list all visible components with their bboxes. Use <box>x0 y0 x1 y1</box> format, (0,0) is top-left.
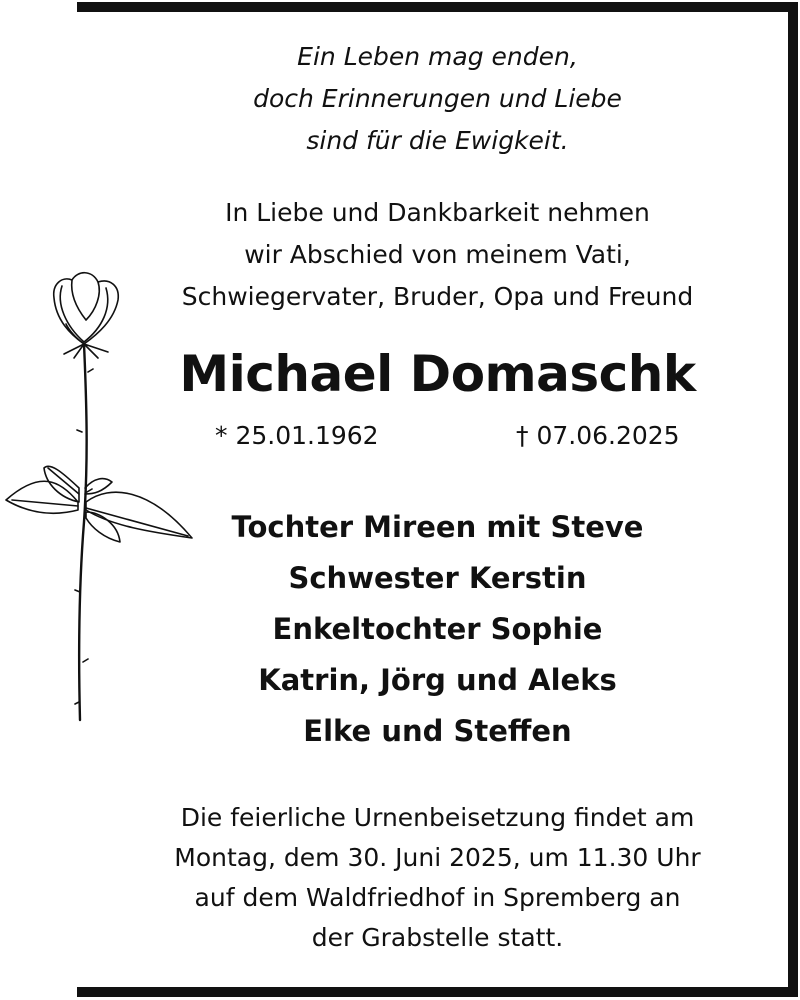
cross-icon: † <box>516 421 529 450</box>
poem-line: sind für die Ewigkeit. <box>306 126 569 155</box>
poem-line: doch Erinnerungen und Liebe <box>253 84 622 113</box>
intro-line: Schwiegervater, Bruder, Opa und Freund <box>181 282 694 311</box>
mourner-line: Elke und Steffen <box>303 714 572 748</box>
ceremony-line: der Grabstelle statt. <box>311 923 564 952</box>
mourner-line: Enkeltochter Sophie <box>272 612 603 646</box>
birth-symbol: * <box>215 421 228 450</box>
mourner-line: Tochter Mireen mit Steve <box>231 510 644 544</box>
poem-line: Ein Leben mag enden, <box>297 42 578 71</box>
ceremony-line: Die feierliche Urnenbeisetzung findet am <box>180 803 695 832</box>
intro-line: wir Abschied von meinem Vati, <box>244 240 631 269</box>
death-date: † 07.06.2025 <box>516 421 680 450</box>
mourner-line: Katrin, Jörg und Aleks <box>258 663 617 697</box>
intro-line: In Liebe und Dankbarkeit nehmen <box>225 198 650 227</box>
birth-date: * 25.01.1962 <box>215 421 379 450</box>
ceremony-line: Montag, dem 30. Juni 2025, um 11.30 Uhr <box>174 843 701 872</box>
mourner-line: Schwester Kerstin <box>288 561 587 595</box>
ceremony-line: auf dem Waldfriedhof in Spremberg an <box>194 883 681 912</box>
deceased-name: Michael Domaschk <box>179 345 696 403</box>
